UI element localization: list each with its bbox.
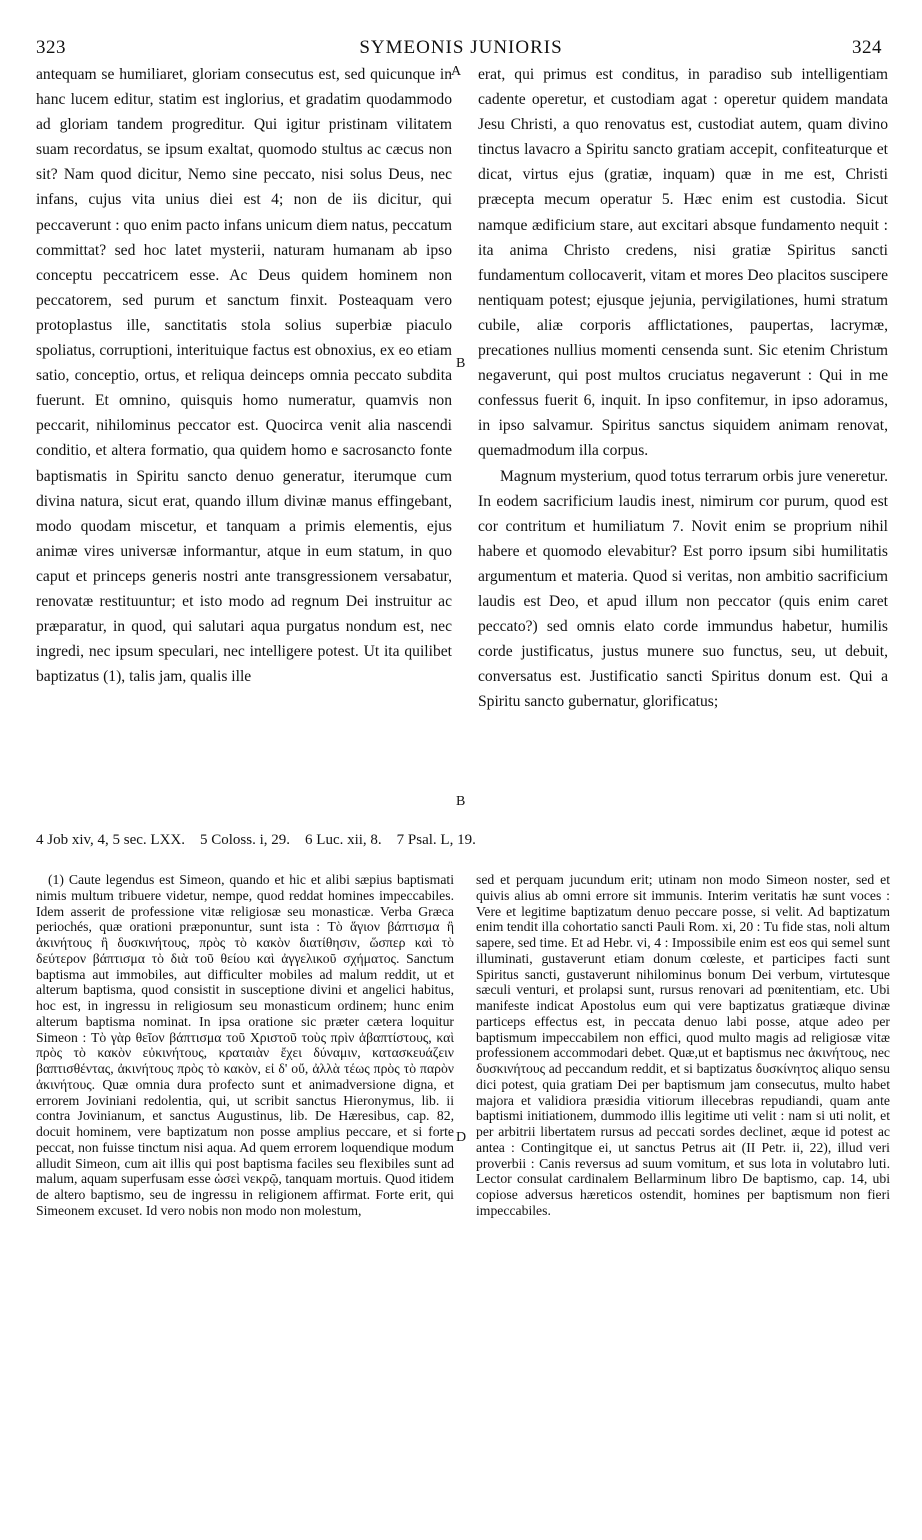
footnote-column-right — [476, 872, 890, 1219]
body-paragraph: erat, qui primus est conditus, in paradiso sub intelligentiam cadente operetur, et custodiam agat : operetur quidem mandata Jesu Christi, a quo renovatus est, custodiat autem, quam divino tinctus lavacro a Spiritu sancto gratiam accepit, confiteaturque et dicat, virtus ejus (gratiæ, inquam) quæ in me est, Christi præcepta mecum operatur 5. Hæc enim est custodia. Sicut namque ædificium stare, aut excitari absque fundamento nequit : ita anima Christo credens, nisi gratiæ Spiritus sancti fundamentum collocaverit, vitam et mores Deo placitos suscipere nentiquam potest; ejusque jejunia, pervigilationes, humi stratum cubile, aliæ corporis afflictationes, paupertas, lacrymæ, precationes nullius momenti censenda sunt. Sic etenim Christum negaverunt, qui post multos cruciatus negaverunt : Qui in me confessus fuerit 6, inquit. In ipso confitemur, in ipso adoramus, in ipso salvamur. Spiritus sanctus siquidem animam renovat, quemadmodum illa corpus. — [478, 66, 888, 460]
margin-marker-b: B — [456, 356, 466, 371]
body-column-left — [36, 62, 452, 689]
footnote-column-left — [36, 872, 454, 1219]
margin-marker-b-lower: B — [456, 794, 466, 809]
margin-marker-a: A — [451, 64, 462, 79]
page-number-right: 324 — [852, 37, 882, 58]
margin-marker-d: D — [456, 1130, 467, 1145]
scripture-references: 4 Job xiv, 4, 5 sec. LXX. 5 Coloss. i, 29. 6 Luc. xii, 8. 7 Psal. L, 19. — [36, 832, 476, 848]
body-column-right — [478, 62, 888, 714]
running-title: SYMEONIS JUNIORIS — [359, 37, 563, 58]
body-paragraph: antequam se humiliaret, gloriam consecutus est, sed quicunque in hanc lucem editur, statim est inglorius, et gradatim quodammodo ad gloriam tandem progreditur. Qui igitur pristinam vilitatem suam recordatus, se ipsum exaltat, quomodo stultus ac cæcus non sit? Nam quod dicitur, Nemo sine peccato, nisi solus Deus, nec infans, cujus vita unius diei est 4; non de iis dicitur, qui peccaverunt : quo enim pacto infans unicum diem natus, peccatum committat? sed hoc latet mysterii, naturam humanam ab ipso conceptu peccatricem esse. Ac Deus quidem hominem non peccatorem, sed purum et sanctum finxit. Posteaquam vero protoplastus ille, sanctitatis stola solius superbiæ piaculo spoliatus, corruptioni, interituique factus est obnoxius, ex eo etiam satio, conceptio, ortus, et reliqua deinceps omnia peccato subdita fuerunt. Et omnino, quisquis homo numeratur, quamvis non peccarit, nihilominus peccator est. Quocirca venit alia nascendi conditio, et altera formatio, qua quidem homo e sacrosancto fonte baptismatis in Spiritu sancto denuo generatur, iterumque cum divina natura, sicut erat, quando illum divinæ manus effingebant, modo quodam miscetur, et tanquam a primis elementis, ejus animæ vires universæ informantur, atque in eum statum, in quo caput et princeps generis nostri ante transgressionem versabatur, renovatæ restituuntur; et isto modo ad regnum Dei instruitur ac præparatur, in quod, qui salutari aqua purgatus nondum est, nec ingredi, nec ipsum speculari, nec intelligere potest. Ut ita quilibet baptizatus (1), talis jam, qualis ille — [36, 66, 452, 686]
page-number-left: 323 — [36, 37, 66, 58]
footnote-text: (1) Caute legendus est Simeon, quando et hic et alibi sæpius baptismati nimis multum tribuere videtur, nempe, quod reddat homines impeccabiles. Idem asserit de professione vitæ religiosæ seu monasticæ. Verba Græca periochés, quæ orationi præponuntur, sunt ista : Τὸ ἅγιον βάπτισμα ἢ ἀκινήτους ἢ δυσκινήτους, πρὸς τὸ κακὸν διατίθησιν, ὥσπερ καὶ τὸ δεύτερον βάπτισμα τὸ διὰ τοῦ θείου καὶ ἀγγελικοῦ σχήματος. Sanctum baptisma aut immobiles, aut difficulter mobiles ad malum reddit, ut et alterum baptisma, quod consistit in susceptione divini et angelici habitus, hoc est, in ingressu in religiosum seu monasticum ordinem; hunc enim alterum baptisma nominat. In ipsa oratione sic præter cætera loquitur Simeon : Τὸ γὰρ θεῖον βάπτισμα τοῦ Χριστοῦ τοὺς πρὶν ἀβαπτίστους, καὶ πρὸς τὸ κακὸν εὐκινήτους, κραταιὰν ἔχει δύναμιν, κατασκευάζειν βαπτισθέντας, ἀκινήτους πρὸς τὸ κακὸν, εἰ δ' οὔ, ἀλλὰ τέως πρὸς τὸ παρὸν ἀκινήτους. Quæ omnia dura profecto sunt et animadversione digna, et errorem Joviniani redolentia, qui, ut scribit sanctus Hieronymus, lib. ii contra Jovinianum, et sanctus Augustinus, lib. De Hæresibus, cap. 82, docuit hominem, vere baptizatum non posse amplius peccare, et si forte peccat, non fuisse tinctum nisi aqua. Ad quem errorem loquendique modum alludit Simeon, cum ait illis qui post baptisma faciles seu flexibiles sunt ad malum, aquam superfusam esse ὡσεὶ νεκρῷ, tanquam mortuis. Quod itidem de altero baptismo, seu de ingressu in religionem affirmat. Forte erit, qui Simeonem excuset. Id vero nobis non modo non molestum, — [36, 872, 454, 1218]
footnote-text: sed et perquam jucundum erit; utinam non modo Simeon noster, sed et quivis alius ab omni errore sit immunis. Interim veritatis hæ sunt voces : Vere et legitime baptizatum denuo peccare posse, si velit. Ad baptizatum enim tendit illa cohortatio sancti Pauli Rom. xi, 20 : Tu fide stas, noli altum sapere, sed time. Et ad Hebr. vi, 4 : Impossibile enim est eos qui semel sunt illuminati, gustaverunt etiam donum cœleste, et participes facti sunt Spiritus sancti, gustaverunt nihilominus bonum Dei verbum, virtutesque sæculi venturi, et prolapsi sunt, rursus renovari ad pœnitentiam, etc. Ubi manifeste indicat Apostolus eum qui vere baptizatus gratiæque divinæ particeps effectus est, in peccata denuo labi posse, atque adeo per baptismum impeccabilem non effici, quod multo magis ad religiosæ vitæ professionem accommodari debet. Quæ,ut et baptismus nec ἀκινήτους, nec δυσκινήτους ad peccandum reddit, et si baptizatus δυσκίνητος aliquo sensu dici potest, quia gratiam Dei per baptismum jam consecutus, multo habet majora et validiora præsidia vitiorum illecebras repudiandi, quam ante baptismi initiationem, dummodo illis legitime uti velit : nam si uti nolit, et per arbitrii libertatem rursus ad peccati sordes declinet, æque id potest ac antea : Contingitque ei, ut sanctus Petrus ait (II Petr. ii, 22), illud veri proverbii : Canis reversus ad suum vomitum, et sus lota in volutabro luti. Lector consulat cardinalem Bellarminum libro De baptismo, cap. 14, ubi copiose adversus hæreticos ostendit, homines per baptismum non fieri impeccabiles. — [476, 872, 890, 1218]
body-paragraph: Magnum mysterium, quod totus terrarum orbis jure veneretur. In eodem sacrificium laudis inest, nimirum cor purum, quod est cor contritum et humiliatum 7. Novit enim se proprium nihil habere et quomodo elevabitur? Est porro ipsum sibi humilitatis argumentum et materia. Quod si veritas, non ambitio sacrificium laudis est Deo, et apud illum non peccator (quis enim caret peccato?) sed omnis elato corde immundus habetur, humilis corde justificatus, justus munere suo functus, seu, ut debuit, conversatus est. Justificatio sancti Spiritus donum est. Qui a Spiritu sancto gubernatur, glorificatus; — [478, 467, 888, 711]
